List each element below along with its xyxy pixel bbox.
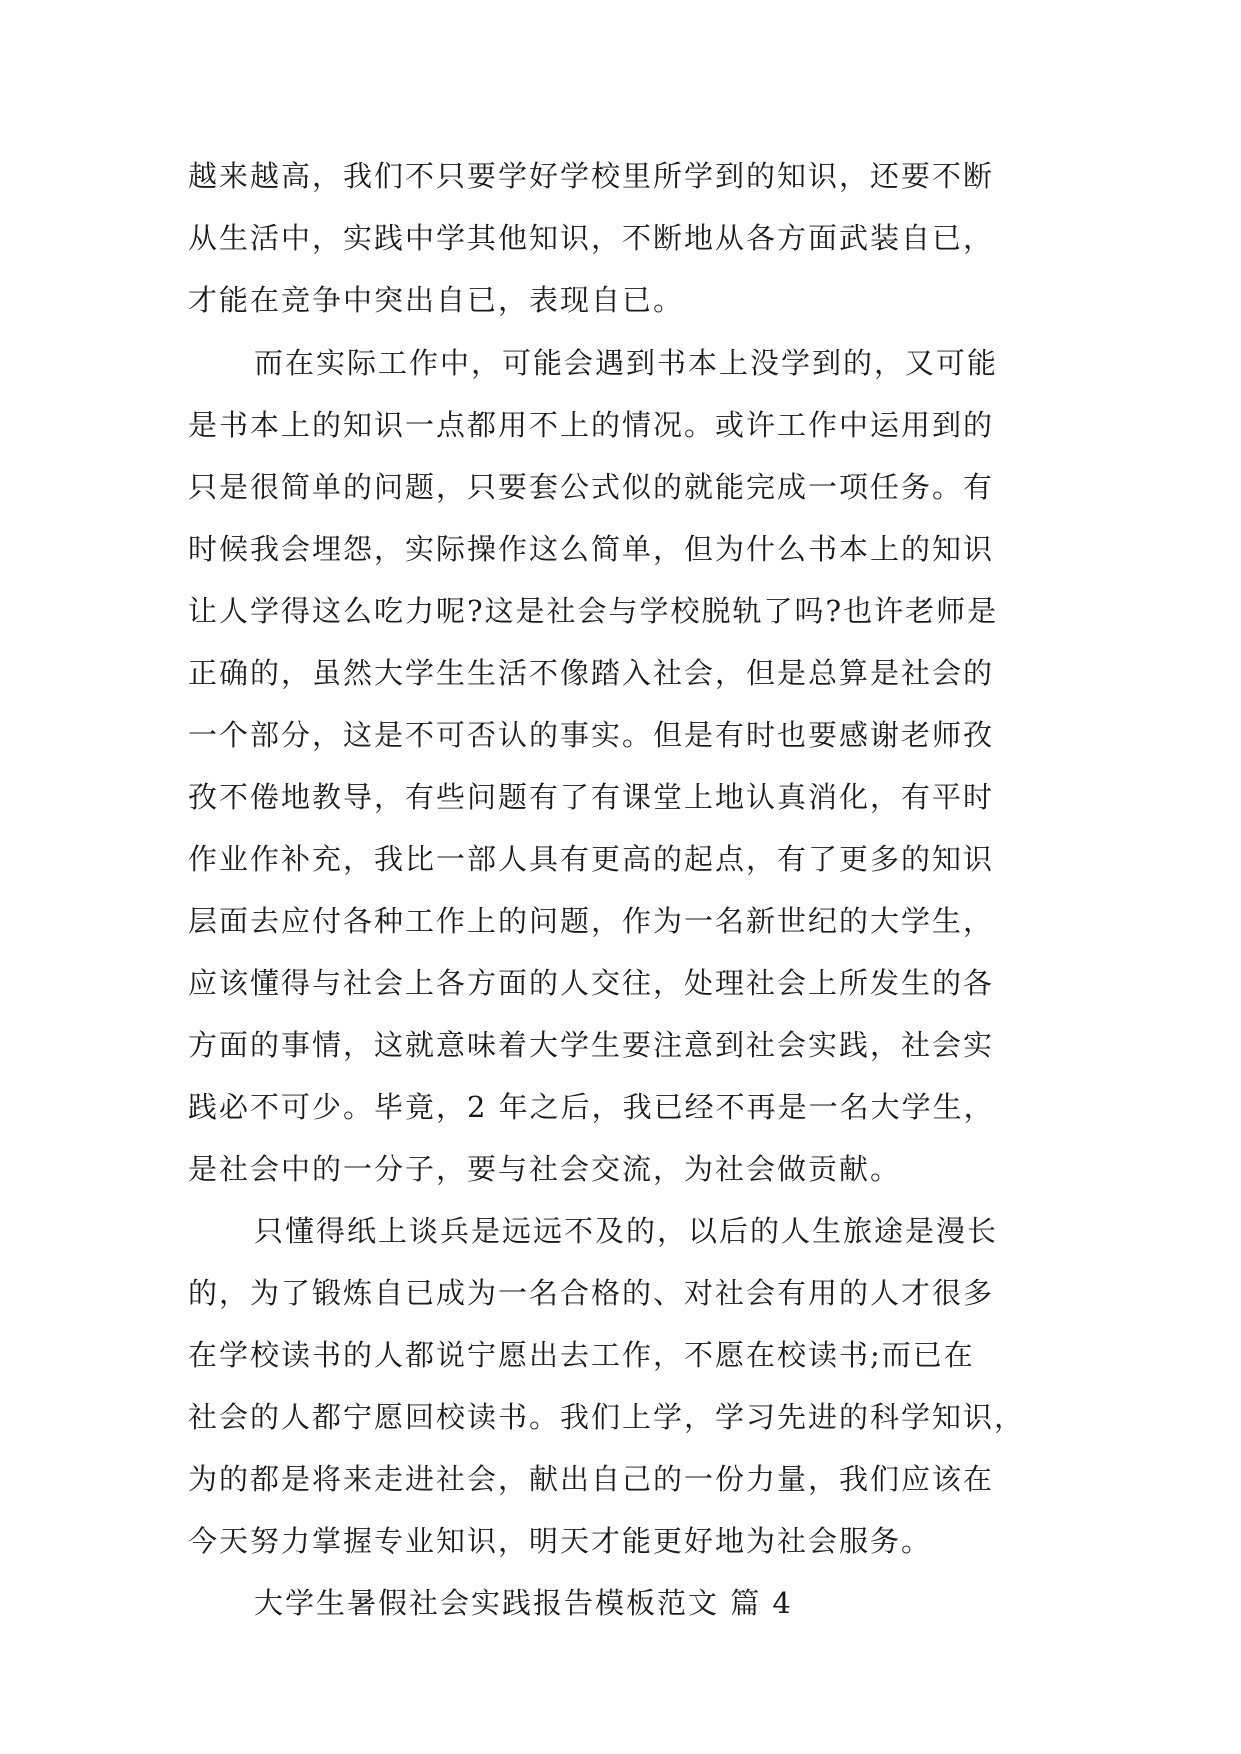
body-text-line: 是书本上的知识一点都用不上的情况。或许工作中运用到的 (188, 408, 995, 442)
body-text-line: 时候我会埋怨，实际操作这么简单，但为什么书本上的知识 (188, 532, 995, 566)
body-text-line: 才能在竞争中突出自已，表现自已。 (188, 283, 685, 317)
paragraph-first-line: 而在实际工作中，可能会遇到书本上没学到的，又可能 (254, 346, 999, 380)
body-text-line: 方面的事情，这就意味着大学生要注意到社会实践，社会实 (188, 1028, 995, 1062)
body-text-line: 今天努力掌握专业知识，明天才能更好地为社会服务。 (188, 1524, 933, 1558)
body-text-line: 从生活中，实践中学其他知识，不断地从各方面武装自已， (188, 221, 995, 255)
body-text-line: 应该懂得与社会上各方面的人交往，处理社会上所发生的各 (188, 966, 995, 1000)
body-text-line: 层面去应付各种工作上的问题，作为一名新世纪的大学生， (188, 904, 995, 938)
paragraph-first-line: 只懂得纸上谈兵是远远不及的，以后的人生旅途是漫长 (254, 1214, 999, 1248)
body-text-line: 正确的，虽然大学生生活不像踏入社会，但是总算是社会的 (188, 656, 995, 690)
section-heading: 大学生暑假社会实践报告模板范文 篇 4 (254, 1586, 793, 1620)
body-text-line: 越来越高，我们不只要学好学校里所学到的知识，还要不断 (188, 159, 995, 193)
body-text-line: 只是很简单的问题，只要套公式似的就能完成一项任务。有 (188, 470, 995, 504)
body-text-line: 为的都是将来走进社会，献出自己的一份力量，我们应该在 (188, 1462, 995, 1496)
body-text-line: 作业作补充，我比一部人具有更高的起点，有了更多的知识 (188, 842, 995, 876)
body-text-line: 孜不倦地教导，有些问题有了有课堂上地认真消化，有平时 (188, 780, 995, 814)
body-text-line: 的，为了锻炼自已成为一名合格的、对社会有用的人才很多 (188, 1276, 995, 1310)
body-text-line: 践必不可少。毕竟，2 年之后，我已经不再是一名大学生， (188, 1090, 995, 1124)
body-text-line: 在学校读书的人都说宁愿出去工作，不愿在校读书;而已在 (188, 1338, 975, 1372)
body-text-line: 是社会中的一分子，要与社会交流，为社会做贡献。 (188, 1152, 902, 1186)
body-text-line: 让人学得这么吃力呢?这是社会与学校脱轨了吗?也许老师是 (188, 594, 999, 628)
body-text-line: 一个部分，这是不可否认的事实。但是有时也要感谢老师孜 (188, 718, 995, 752)
body-text-line: 社会的人都宁愿回校读书。我们上学，学习先进的科学知识， (188, 1400, 1026, 1434)
